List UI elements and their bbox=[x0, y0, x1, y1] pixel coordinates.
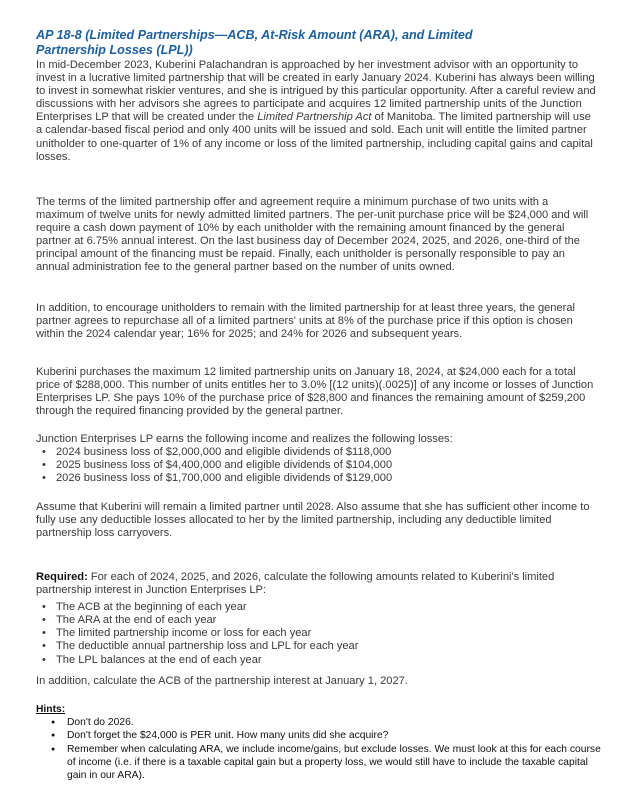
hints-label: Hints: bbox=[36, 704, 66, 715]
hints-section bbox=[36, 703, 606, 782]
list-item: • 2024 business loss of $2,000,000 and eligible dividends of $118,000 bbox=[36, 446, 598, 459]
required-closing: In addition, calculate the ACB of the partnership interest at January 1, 2027. bbox=[36, 674, 408, 687]
terms-text: The terms of the limited partnership offer and agreement require a minimum purchase of two units with a maximum of twelve units for newly admitted limited partners. The per-unit purchase price will be $24,000 and will require a cash down payment of 10% by each unitholder with the remaining amount financed by the general partner at 6.75% annual interest. On the last business day of December 2024, 2025, and 2026, one-third of the principal amount of the financing must be repaid. Finally, each unitholder is personally responsible to pay an annual administration fee to the general partner based on the number of units owned. bbox=[36, 196, 589, 274]
problem-title-line-1: AP 18-8 (Limited Partnerships—ACB, At-Risk Amount (ARA), and Limited bbox=[36, 28, 473, 42]
list-item: ● Remember when calculating ARA, we include income/gains, but exclude losses. We must look at this for each course of income (i.e. if there is a taxable capital gain but a property loss, we would still have to include the taxable capital gain in our ARA). bbox=[36, 743, 606, 783]
list-item: • 2025 business loss of $4,400,000 and eligible dividends of $104,000 bbox=[36, 459, 598, 472]
hints-list bbox=[36, 716, 606, 782]
list-item: • The ACB at the beginning of each year bbox=[36, 601, 598, 614]
income-losses-intro: Junction Enterprises LP earns the following income and realizes the following losses: bbox=[36, 433, 453, 445]
required-list bbox=[36, 601, 598, 666]
list-item: • The limited partnership income or loss for each year bbox=[36, 627, 598, 640]
required-section bbox=[36, 571, 598, 688]
losses-list bbox=[36, 446, 598, 485]
intro-act-name: Limited Partnership Act bbox=[257, 111, 372, 124]
assumptions-text: Assume that Kuberini will remain a limited partner until 2028. Also assume that she has sufficient other income to fully use any deductible losses allocated to her by the limited partnership, including any deductible limited partnership loss carryovers. bbox=[36, 501, 590, 540]
paragraph-income-losses bbox=[36, 433, 598, 485]
intro-text-b: of Manitoba. The limited partnership will use a calendar-based fiscal period and only 400 units will be issued and sold. Each unit will entitle the limited partner unitholder to one-quarter of 1% of any income or loss of the limited partnership, including capital gains and capital losses. bbox=[36, 111, 593, 163]
problem-title-line-2: Partnership Losses (LPL)) bbox=[36, 43, 193, 57]
intro-text-a: In mid-December 2023, Kuberini Palachandran is approached by her investment advisor with an opportunity to invest in a lucrative limited partnership that will be created in early January 2024. Kuberini has always been willing to invest in somewhat riskier ventures, and she is intrigued by this particular opportunity. After a careful review and discussions with her advisors she agrees to participate and acquires 12 limited partnership units of the Junction Enterprises LP that will be created under the bbox=[36, 59, 596, 124]
paragraph-repurchase bbox=[36, 302, 598, 341]
problem-title bbox=[36, 28, 596, 58]
paragraph-purchase bbox=[36, 366, 598, 418]
purchase-text: Kuberini purchases the maximum 12 limited partnership units on January 18, 2024, at $24,000 each for a total price of $288,000. This number of units entitles her to 3.0% [(12 units)(.0025)] of any income or losses of Junction Enterprises LP. She pays 10% of the purchase price of $28,800 and finances the remaining amount of $259,200 through the required financing provided by the general partner. bbox=[36, 366, 594, 418]
paragraph-terms bbox=[36, 196, 598, 275]
list-item: • The deductible annual partnership loss and LPL for each year bbox=[36, 640, 598, 653]
list-item: • The LPL balances at the end of each year bbox=[36, 654, 598, 667]
required-text: For each of 2024, 2025, and 2026, calculate the following amounts related to Kuberini's limited partnership interest in Junction Enterprises LP: bbox=[36, 571, 555, 597]
paragraph-intro bbox=[36, 59, 598, 164]
required-label: Required: bbox=[36, 571, 88, 583]
repurchase-text: In addition, to encourage unitholders to remain with the limited partnership for at least three years, the general partner agrees to repurchase all of a limited partners' units at 8% of the purchase price if this option is chosen within the 2024 calendar year; 16% for 2025; and 24% for 2026 and subsequent years. bbox=[36, 302, 575, 341]
paragraph-assumptions bbox=[36, 501, 598, 540]
list-item: ● Don't do 2026. bbox=[36, 716, 606, 729]
list-item: • The ARA at the end of each year bbox=[36, 614, 598, 627]
list-item: • 2026 business loss of $1,700,000 and eligible dividends of $129,000 bbox=[36, 472, 598, 485]
list-item: ● Don't forget the $24,000 is PER unit. How many units did she acquire? bbox=[36, 729, 606, 742]
